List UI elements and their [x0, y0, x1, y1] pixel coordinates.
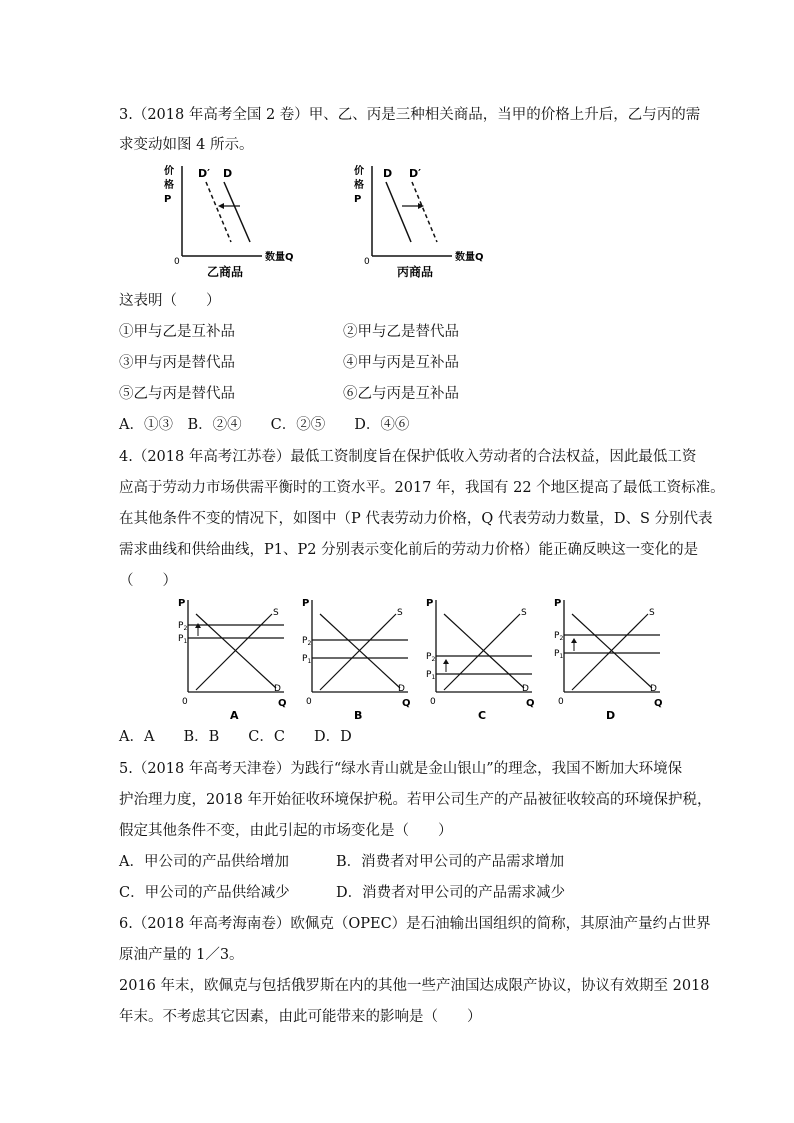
q5-option-a: A．甲公司的产品供给增加 — [119, 854, 289, 870]
caption: D — [606, 709, 616, 722]
p-label: P — [426, 598, 434, 609]
q-label: Q — [278, 698, 287, 709]
q3-statement-3: ③甲与丙是替代品 — [119, 355, 235, 371]
q5-stem-line-3: 假定其他条件不变，由此引起的市场变化是（ ） — [119, 823, 453, 839]
x-label: 数量Q — [455, 252, 484, 263]
q-label: Q — [654, 698, 663, 709]
q5-stem-line-2: 护治理力度，2018 年开始征收环境保护税。若甲公司生产的产品被征收较高的环境保护税， — [119, 792, 712, 808]
rise-arrow-head — [571, 638, 577, 643]
demand-curve — [224, 182, 250, 242]
p1-label: $P_1$ — [178, 634, 188, 645]
d-label: D — [522, 684, 529, 694]
demand-curve — [320, 614, 400, 688]
origin-label: 0 — [558, 697, 564, 707]
p1-subscript: 1 — [307, 658, 312, 665]
rise-arrow-head — [443, 659, 449, 664]
q5-option-b: B．消费者对甲公司的产品需求增加 — [336, 854, 565, 870]
q5-stem-line-1: 5.（2018 年高考天津卷）为践行“绿水青山就是金山银山”的理念，我国不断加大环境保 — [119, 761, 683, 777]
p1-subscript: 1 — [559, 653, 564, 660]
q4-graph-b — [296, 594, 416, 726]
q3-graph-left — [162, 160, 322, 280]
p2-subscript: 2 — [431, 656, 436, 663]
q4-graph-a — [172, 594, 292, 726]
p2-subscript: 2 — [183, 625, 188, 632]
d-label: D — [383, 167, 393, 180]
caption: A — [230, 709, 239, 722]
p-label: P — [302, 598, 310, 609]
q3-choices: A．①③ B．②④ C．②⑤ D．④⑥ — [119, 417, 410, 433]
y-label-1: 价 — [354, 166, 364, 177]
y-label-2: 格 — [354, 180, 364, 191]
p-label: P — [554, 598, 562, 609]
p1-label: $P_1$ — [554, 649, 564, 660]
q6-stem-line-1: 6.（2018 年高考海南卷）欧佩克（OPEC）是石油输出国组织的简称，其原油产量约占世界 — [119, 916, 711, 932]
q4-choices: A．A B．B C．C D．D — [119, 729, 352, 745]
q4-stem-line-5: （ ） — [119, 573, 177, 589]
origin-label: 0 — [364, 257, 370, 267]
q6-stem-line-3: 2016 年末，欧佩克与包括俄罗斯在内的其他一些产油国达成限产协议，协议有效期至 2018 — [119, 978, 710, 994]
y-label-2: 格 — [164, 180, 174, 191]
q3-graph-right — [352, 160, 512, 280]
q3-statement-1: ①甲与乙是互补品 — [119, 324, 235, 340]
y-label-1: 价 — [164, 166, 174, 177]
x-label: 数量Q — [265, 252, 294, 263]
p2-label: $P_2$ — [178, 621, 188, 632]
demand-curve — [386, 182, 411, 242]
q5-option-c: C．甲公司的产品供给减少 — [119, 885, 290, 901]
q4-graph-c — [420, 594, 540, 726]
d-label: D — [650, 684, 657, 694]
shift-arrow-head — [218, 203, 224, 209]
q4-stem-line-1: 4.（2018 年高考江苏卷）最低工资制度旨在保护低收入劳动者的合法权益，因此最低工资 — [119, 449, 697, 465]
p1-subscript: 1 — [431, 674, 436, 681]
origin-label: 0 — [430, 697, 436, 707]
s-label: S — [521, 608, 527, 618]
q3-stem-line-2: 求变动如图 4 所示。 — [119, 137, 254, 153]
q6-stem-line-2: 原油产量的 1／3。 — [119, 947, 244, 963]
d-label: D — [398, 684, 405, 694]
q5-option-d: D．消费者对甲公司的产品需求减少 — [336, 885, 566, 901]
p1-subscript: 1 — [183, 638, 188, 645]
p2-label: $P_2$ — [554, 631, 564, 642]
origin-label: 0 — [306, 697, 312, 707]
q-label: Q — [402, 698, 411, 709]
d-prime-label: D′ — [198, 167, 211, 180]
q4-stem-line-2: 应高于劳动力市场供需平衡时的工资水平。2017 年，我国有 22 个地区提高了最低工资标准。 — [119, 480, 725, 496]
q3-statement-6: ⑥乙与丙是互补品 — [343, 386, 459, 402]
demand-curve-shifted — [412, 182, 437, 242]
s-label: S — [273, 608, 279, 618]
y-label-3: P — [354, 194, 362, 205]
caption: C — [478, 709, 487, 722]
d-label: D — [223, 167, 233, 180]
y-label-3: P — [164, 194, 172, 205]
demand-curve — [444, 614, 524, 688]
caption: B — [354, 709, 363, 722]
p2-label: $P_2$ — [426, 652, 436, 663]
d-label: D — [274, 684, 281, 694]
p2-label: $P_2$ — [302, 636, 312, 647]
q6-stem-line-4: 年末。不考虑其它因素，由此可能带来的影响是（ ） — [119, 1009, 482, 1025]
q3-statement-2: ②甲与乙是替代品 — [343, 324, 459, 340]
supply-curve — [320, 614, 396, 690]
q4-stem-line-3: 在其他条件不变的情况下，如图中（P 代表劳动力价格，Q 代表劳动力数量，D、S 分别代表 — [119, 511, 713, 527]
caption: 乙商品 — [207, 265, 244, 279]
supply-curve — [444, 614, 520, 690]
p2-subscript: 2 — [559, 635, 564, 642]
q3-stem-line-1: 3.（2018 年高考全国 2 卷）甲、乙、丙是三种相关商品，当甲的价格上升后，乙与丙的需 — [119, 107, 701, 123]
caption: 丙商品 — [397, 265, 434, 279]
q3-prompt: 这表明（ ） — [119, 293, 221, 309]
origin-label: 0 — [174, 257, 180, 267]
q3-statement-5: ⑤乙与丙是替代品 — [119, 386, 235, 402]
s-label: S — [397, 608, 403, 618]
p2-subscript: 2 — [307, 640, 312, 647]
d-prime-label: D′ — [409, 167, 422, 180]
supply-curve — [572, 614, 648, 690]
p1-label: $P_1$ — [426, 670, 436, 681]
q-label: Q — [526, 698, 535, 709]
q4-graph-d — [548, 594, 668, 726]
demand-curve — [572, 614, 652, 688]
origin-label: 0 — [182, 697, 188, 707]
q4-stem-line-4: 需求曲线和供给曲线，P1、P2 分别表示变化前后的劳动力价格）能正确反映这一变化的是 — [119, 542, 699, 558]
p-label: P — [178, 598, 186, 609]
p1-label: $P_1$ — [302, 654, 312, 665]
q3-statement-4: ④甲与丙是互补品 — [343, 355, 459, 371]
s-label: S — [649, 608, 655, 618]
